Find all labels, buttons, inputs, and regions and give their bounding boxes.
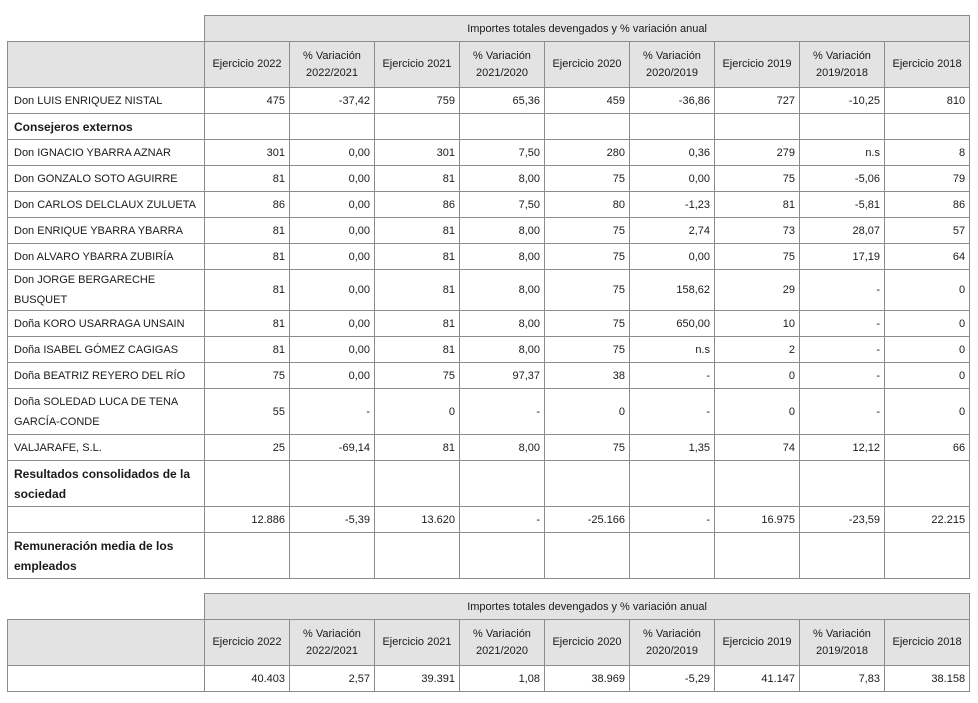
value-cell: 1,08 <box>460 666 545 692</box>
section-label: Consejeros externos <box>8 114 205 140</box>
value-cell: 8,00 <box>460 270 545 311</box>
column-header: Ejercicio 2019 <box>715 620 800 666</box>
value-cell: 75 <box>545 435 630 461</box>
value-cell: 75 <box>375 363 460 389</box>
value-cell: - <box>630 389 715 435</box>
value-cell: 280 <box>545 140 630 166</box>
value-cell: 80 <box>545 192 630 218</box>
value-cell: 0,00 <box>630 244 715 270</box>
value-cell <box>460 114 545 140</box>
table-row <box>8 363 970 389</box>
column-header-blank <box>8 42 205 88</box>
value-cell: 75 <box>715 244 800 270</box>
table-row <box>8 389 970 435</box>
table-row <box>8 114 970 140</box>
column-header: % Variación 2022/2021 <box>290 620 375 666</box>
column-header: % Variación 2020/2019 <box>630 42 715 88</box>
value-cell: 65,36 <box>460 88 545 114</box>
value-cell: 75 <box>205 363 290 389</box>
value-cell: 7,50 <box>460 140 545 166</box>
row-label <box>8 507 205 533</box>
value-cell: 8,00 <box>460 435 545 461</box>
column-header: Ejercicio 2022 <box>205 620 290 666</box>
value-cell: 75 <box>545 270 630 311</box>
column-header: Ejercicio 2022 <box>205 42 290 88</box>
value-cell: -25.166 <box>545 507 630 533</box>
column-header: Ejercicio 2021 <box>375 42 460 88</box>
value-cell: - <box>800 363 885 389</box>
value-cell <box>800 461 885 507</box>
value-cell: 75 <box>545 311 630 337</box>
value-cell: 81 <box>205 311 290 337</box>
value-cell <box>205 114 290 140</box>
row-label: Don JORGE BERGARECHE BUSQUET <box>8 270 205 311</box>
value-cell: -5,06 <box>800 166 885 192</box>
value-cell <box>290 461 375 507</box>
value-cell: 2,57 <box>290 666 375 692</box>
value-cell <box>545 533 630 579</box>
value-cell: 81 <box>375 244 460 270</box>
value-cell: 0,00 <box>290 166 375 192</box>
value-cell: -1,23 <box>630 192 715 218</box>
value-cell: 39.391 <box>375 666 460 692</box>
value-cell <box>460 461 545 507</box>
value-cell: 0 <box>375 389 460 435</box>
row-label: Doña ISABEL GÓMEZ CAGIGAS <box>8 337 205 363</box>
value-cell: 81 <box>205 337 290 363</box>
row-label: Don ALVARO YBARRA ZUBIRÍA <box>8 244 205 270</box>
value-cell: 66 <box>885 435 970 461</box>
value-cell: 0,00 <box>290 218 375 244</box>
column-header-row <box>8 620 970 666</box>
table-row <box>8 88 970 114</box>
super-header: Importes totales devengados y % variación anual <box>205 16 970 42</box>
value-cell: 75 <box>545 218 630 244</box>
value-cell: 1,35 <box>630 435 715 461</box>
table-row <box>8 507 970 533</box>
value-cell: 0,00 <box>290 192 375 218</box>
value-cell: 0,00 <box>290 363 375 389</box>
value-cell: 81 <box>375 218 460 244</box>
value-cell: 81 <box>375 166 460 192</box>
value-cell: 41.147 <box>715 666 800 692</box>
value-cell: 0 <box>545 389 630 435</box>
value-cell: -5,29 <box>630 666 715 692</box>
row-label: Don ENRIQUE YBARRA YBARRA <box>8 218 205 244</box>
value-cell: - <box>460 507 545 533</box>
value-cell: 81 <box>205 244 290 270</box>
value-cell: 0,00 <box>290 140 375 166</box>
value-cell: 8,00 <box>460 244 545 270</box>
value-cell: 79 <box>885 166 970 192</box>
table-row <box>8 218 970 244</box>
row-label: Don CARLOS DELCLAUX ZULUETA <box>8 192 205 218</box>
value-cell: 0 <box>885 337 970 363</box>
super-header-row <box>8 594 970 620</box>
column-header: % Variación 2021/2020 <box>460 42 545 88</box>
value-cell: 7,83 <box>800 666 885 692</box>
value-cell: 75 <box>545 166 630 192</box>
value-cell: 81 <box>205 218 290 244</box>
remuneration-table <box>7 15 970 579</box>
value-cell: 0 <box>715 363 800 389</box>
value-cell: 0,36 <box>630 140 715 166</box>
value-cell: 22.215 <box>885 507 970 533</box>
value-cell: n.s <box>800 140 885 166</box>
column-header: % Variación 2019/2018 <box>800 42 885 88</box>
table-row <box>8 270 970 311</box>
value-cell <box>715 461 800 507</box>
table-row <box>8 666 970 692</box>
section-label: Remuneración media de los empleados <box>8 533 205 579</box>
value-cell <box>715 533 800 579</box>
value-cell: 0,00 <box>290 244 375 270</box>
value-cell: 10 <box>715 311 800 337</box>
value-cell: - <box>290 389 375 435</box>
value-cell: 158,62 <box>630 270 715 311</box>
value-cell: 81 <box>375 337 460 363</box>
value-cell: 28,07 <box>800 218 885 244</box>
table-row <box>8 244 970 270</box>
value-cell: 279 <box>715 140 800 166</box>
value-cell: 0 <box>885 389 970 435</box>
value-cell: 8,00 <box>460 166 545 192</box>
value-cell <box>630 461 715 507</box>
value-cell <box>800 533 885 579</box>
row-label: Doña KORO USARRAGA UNSAIN <box>8 311 205 337</box>
value-cell <box>375 533 460 579</box>
value-cell: 75 <box>545 244 630 270</box>
value-cell: 0 <box>885 311 970 337</box>
value-cell: 40.403 <box>205 666 290 692</box>
value-cell: -10,25 <box>800 88 885 114</box>
value-cell: 0 <box>715 389 800 435</box>
value-cell: 38.969 <box>545 666 630 692</box>
value-cell: 81 <box>205 270 290 311</box>
value-cell: 8 <box>885 140 970 166</box>
employee-remuneration-table <box>7 593 970 692</box>
value-cell: 81 <box>205 166 290 192</box>
value-cell <box>375 114 460 140</box>
row-label: Don LUIS ENRIQUEZ NISTAL <box>8 88 205 114</box>
table-row <box>8 337 970 363</box>
value-cell <box>800 114 885 140</box>
value-cell: 75 <box>545 337 630 363</box>
column-header: % Variación 2021/2020 <box>460 620 545 666</box>
value-cell: 0,00 <box>290 270 375 311</box>
value-cell <box>545 461 630 507</box>
value-cell: 301 <box>375 140 460 166</box>
value-cell: 0,00 <box>290 337 375 363</box>
value-cell <box>205 533 290 579</box>
value-cell: 7,50 <box>460 192 545 218</box>
value-cell <box>375 461 460 507</box>
table-row <box>8 192 970 218</box>
column-header: Ejercicio 2020 <box>545 620 630 666</box>
value-cell <box>290 533 375 579</box>
value-cell: 81 <box>375 270 460 311</box>
value-cell: - <box>800 337 885 363</box>
value-cell: -5,81 <box>800 192 885 218</box>
value-cell: 64 <box>885 244 970 270</box>
column-header: Ejercicio 2019 <box>715 42 800 88</box>
column-header: % Variación 2022/2021 <box>290 42 375 88</box>
value-cell: 12.886 <box>205 507 290 533</box>
value-cell: 81 <box>375 311 460 337</box>
column-header-row <box>8 42 970 88</box>
value-cell: 2,74 <box>630 218 715 244</box>
value-cell: - <box>630 507 715 533</box>
row-label: Don IGNACIO YBARRA AZNAR <box>8 140 205 166</box>
table-row <box>8 533 970 579</box>
value-cell: 8,00 <box>460 218 545 244</box>
column-header: % Variación 2019/2018 <box>800 620 885 666</box>
value-cell: - <box>800 389 885 435</box>
value-cell <box>290 114 375 140</box>
value-cell: 81 <box>375 435 460 461</box>
value-cell <box>630 533 715 579</box>
value-cell: 301 <box>205 140 290 166</box>
value-cell: 81 <box>715 192 800 218</box>
value-cell: 25 <box>205 435 290 461</box>
section-label: Resultados consolidados de la sociedad <box>8 461 205 507</box>
value-cell <box>630 114 715 140</box>
value-cell <box>545 114 630 140</box>
value-cell: 475 <box>205 88 290 114</box>
value-cell: 17,19 <box>800 244 885 270</box>
table-row <box>8 435 970 461</box>
column-header: Ejercicio 2018 <box>885 620 970 666</box>
column-header: Ejercicio 2020 <box>545 42 630 88</box>
column-header: Ejercicio 2018 <box>885 42 970 88</box>
value-cell: 12,12 <box>800 435 885 461</box>
value-cell: 38 <box>545 363 630 389</box>
value-cell: - <box>460 389 545 435</box>
row-label: VALJARAFE, S.L. <box>8 435 205 461</box>
value-cell: 8,00 <box>460 337 545 363</box>
value-cell: 86 <box>885 192 970 218</box>
value-cell: 8,00 <box>460 311 545 337</box>
value-cell: 650,00 <box>630 311 715 337</box>
value-cell: -23,59 <box>800 507 885 533</box>
row-label: Don GONZALO SOTO AGUIRRE <box>8 166 205 192</box>
value-cell: 0,00 <box>630 166 715 192</box>
value-cell: -36,86 <box>630 88 715 114</box>
value-cell: - <box>630 363 715 389</box>
value-cell: 97,37 <box>460 363 545 389</box>
value-cell: 459 <box>545 88 630 114</box>
value-cell: -37,42 <box>290 88 375 114</box>
table-row <box>8 166 970 192</box>
super-header-row <box>8 16 970 42</box>
value-cell: - <box>800 311 885 337</box>
value-cell: 86 <box>205 192 290 218</box>
value-cell: 16.975 <box>715 507 800 533</box>
value-cell: 29 <box>715 270 800 311</box>
value-cell <box>885 533 970 579</box>
value-cell <box>715 114 800 140</box>
column-header-blank <box>8 620 205 666</box>
value-cell: 0 <box>885 363 970 389</box>
value-cell: 0,00 <box>290 311 375 337</box>
table-row <box>8 461 970 507</box>
value-cell: 86 <box>375 192 460 218</box>
value-cell: 13.620 <box>375 507 460 533</box>
table-row <box>8 140 970 166</box>
value-cell <box>885 114 970 140</box>
value-cell: 55 <box>205 389 290 435</box>
value-cell: 2 <box>715 337 800 363</box>
column-header: Ejercicio 2021 <box>375 620 460 666</box>
row-label: Doña BEATRIZ REYERO DEL RÍO <box>8 363 205 389</box>
value-cell: -69,14 <box>290 435 375 461</box>
column-header: % Variación 2020/2019 <box>630 620 715 666</box>
super-header: Importes totales devengados y % variación anual <box>205 594 970 620</box>
value-cell: 73 <box>715 218 800 244</box>
value-cell <box>885 461 970 507</box>
row-label: Doña SOLEDAD LUCA DE TENA GARCÍA-CONDE <box>8 389 205 435</box>
value-cell: 0 <box>885 270 970 311</box>
value-cell <box>460 533 545 579</box>
value-cell <box>205 461 290 507</box>
value-cell: 810 <box>885 88 970 114</box>
value-cell: 759 <box>375 88 460 114</box>
empty-corner <box>8 594 205 620</box>
table-row <box>8 311 970 337</box>
value-cell: -5,39 <box>290 507 375 533</box>
value-cell: n.s <box>630 337 715 363</box>
row-label <box>8 666 205 692</box>
value-cell: 57 <box>885 218 970 244</box>
value-cell: 75 <box>715 166 800 192</box>
value-cell: 38.158 <box>885 666 970 692</box>
value-cell: 727 <box>715 88 800 114</box>
value-cell: - <box>800 270 885 311</box>
value-cell: 74 <box>715 435 800 461</box>
empty-corner <box>8 16 205 42</box>
